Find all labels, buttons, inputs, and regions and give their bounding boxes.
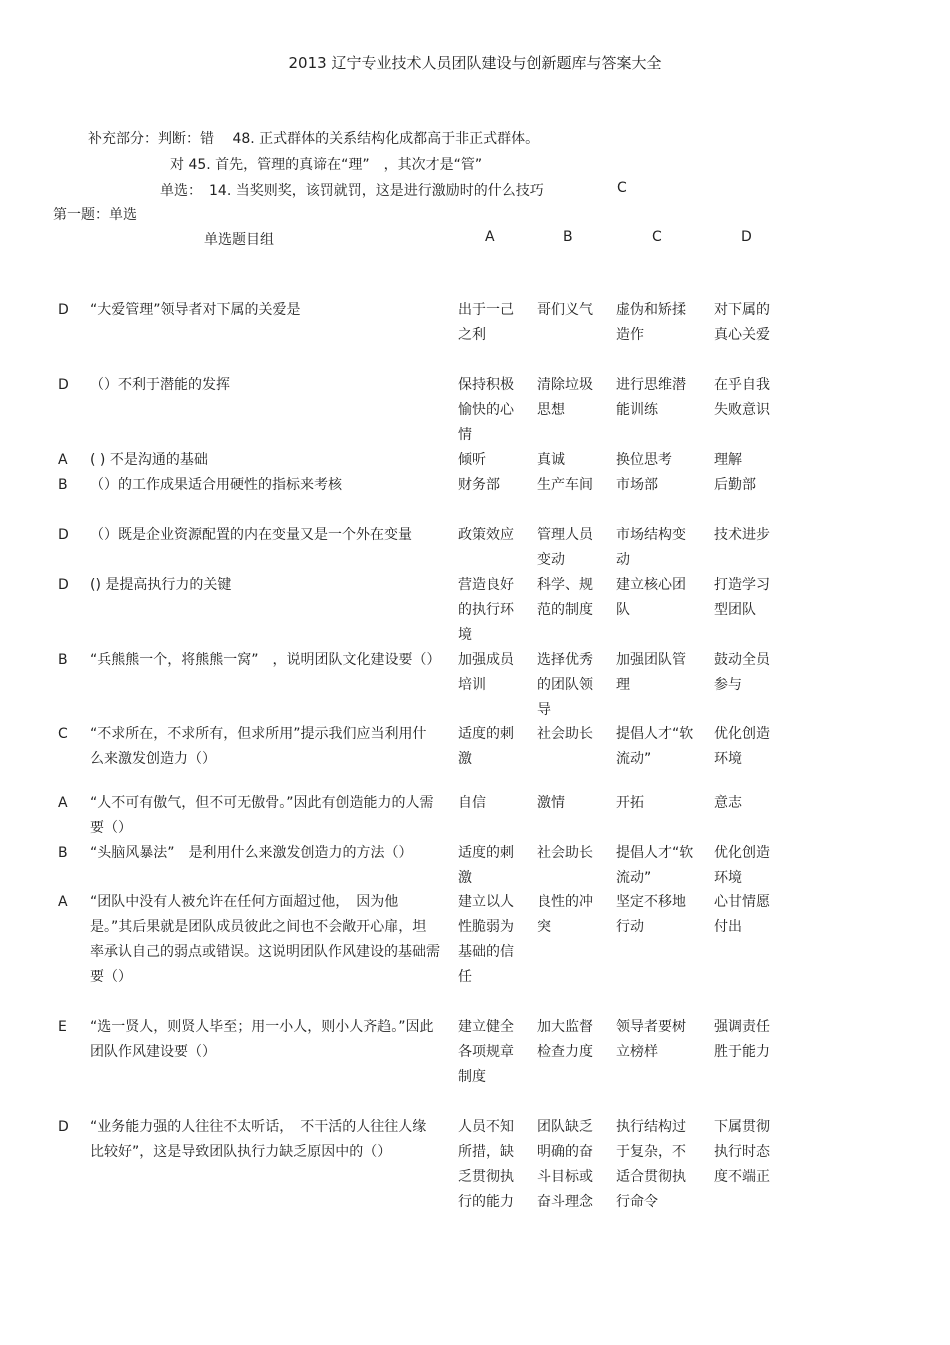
option-b: 生产车间 [537,477,593,493]
supplement-line-1: 补充部分：判断：错 48. 正式群体的关系结构化成都高于非正式群体。 [88,131,540,147]
answer-key: D [58,577,69,593]
section-title: 第一题：单选 [53,207,137,223]
question-text: ( ) 不是沟通的基础 [90,452,208,468]
question-text: () 是提高执行力的关键 [90,577,232,593]
option-b: 社会助长 [537,845,593,861]
option-a: 适度的刺激 [458,845,514,886]
answer-key: B [58,652,68,668]
answer-key: E [58,1019,67,1035]
option-a: 建立健全各项规章制度 [458,1019,514,1085]
option-a: 自信 [458,795,486,811]
option-a: 营造良好的执行环境 [458,577,514,643]
option-d: 对下属的真心关爱 [714,302,770,343]
option-c: 加强团队管理 [616,652,686,693]
option-a: 加强成员培训 [458,652,514,693]
option-c: 建立核心团队 [616,577,686,618]
option-b: 管理人员变动 [537,527,593,568]
question-text: “人不可有傲气，但不可无傲骨。”因此有创造能力的人需要（） [90,795,434,836]
option-d: 鼓动全员参与 [714,652,770,693]
option-d: 心甘情愿付出 [714,894,770,935]
option-b: 社会助长 [537,726,593,742]
answer-key: D [58,377,69,393]
option-d: 下属贯彻执行时态度不端正 [714,1119,770,1185]
option-b: 真诚 [537,452,565,468]
option-b: 科学、规范的制度 [537,577,593,618]
option-b: 清除垃圾思想 [537,377,593,418]
option-c: 市场结构变动 [616,527,686,568]
option-a: 财务部 [458,477,500,493]
question-text: “不求所在，不求所有，但求所用”提示我们应当利用什么来激发创造力（） [90,726,427,767]
option-d: 优化创造环境 [714,845,770,886]
option-b: 激情 [537,795,565,811]
option-c: 虚伪和矫揉造作 [616,302,686,343]
supplement-line-3: 单选： 14. 当奖则奖，该罚就罚，这是进行激励时的什么技巧 [160,183,544,199]
option-d: 意志 [714,795,742,811]
answer-key: A [58,894,68,910]
question-text: “选一贤人，则贤人毕至；用一小人，则小人齐趋。”因此团队作风建设要（） [90,1019,434,1060]
option-a: 政策效应 [458,527,514,543]
option-d: 强调责任胜于能力 [714,1019,770,1060]
question-text: “业务能力强的人往往不太听话， 不干活的人往往人缘比较好”，这是导致团队执行力缺乏原因中的（） [90,1119,427,1160]
document-title: 2013 辽宁专业技术人员团队建设与创新题库与答案大全 [288,54,662,72]
option-a: 保持积极愉快的心情 [458,377,514,443]
option-a: 倾听 [458,452,486,468]
header-option-a: A [485,229,495,245]
option-b: 加大监督检查力度 [537,1019,593,1060]
question-text: “团队中没有人被允许在任何方面超过他， 因为他是。”其后果就是团队成员彼此之间也不会敞开心扉，坦率承认自己的弱点或错误。这说明团队作风建设的基础需要（） [90,894,440,985]
answer-key: D [58,302,69,318]
option-d: 理解 [714,452,742,468]
option-b: 良性的冲突 [537,894,593,935]
answer-key: A [58,452,68,468]
option-d: 在乎自我失败意识 [714,377,770,418]
option-c: 市场部 [616,477,658,493]
header-option-b: B [563,229,573,245]
option-a: 人员不知所措，缺乏贯彻执行的能力 [458,1119,514,1210]
option-d: 后勤部 [714,477,756,493]
option-c: 执行结构过于复杂，不适合贯彻执行命令 [616,1119,686,1210]
answer-key: A [58,795,68,811]
question-text: “兵熊熊一个，将熊熊一窝” ，说明团队文化建设要（） [90,652,441,668]
supplement-line-3-answer: C [617,180,627,196]
option-d: 技术进步 [714,527,770,543]
answer-key: C [58,726,68,742]
answer-key: B [58,845,68,861]
question-text: （）既是企业资源配置的内在变量又是一个外在变量 [90,527,412,543]
option-c: 坚定不移地行动 [616,894,686,935]
question-text: （）不利于潜能的发挥 [90,377,230,393]
header-option-d: D [741,229,752,245]
option-a: 适度的刺激 [458,726,514,767]
option-b: 选择优秀的团队领导 [537,652,593,718]
option-c: 提倡人才“软流动” [616,845,694,886]
supplement-line-2: 对 45. 首先，管理的真谛在“理” ，其次才是“管” [170,157,483,173]
option-b: 团队缺乏明确的奋斗目标或奋斗理念 [537,1119,593,1210]
option-c: 换位思考 [616,452,672,468]
header-option-c: C [652,229,662,245]
option-c: 领导者要树立榜样 [616,1019,686,1060]
answer-key: D [58,527,69,543]
option-b: 哥们义气 [537,302,593,318]
option-a: 建立以人性脆弱为基础的信任 [458,894,514,985]
question-text: “头脑风暴法” 是利用什么来激发创造力的方法（） [90,845,413,861]
option-a: 出于一己之利 [458,302,514,343]
answer-key: D [58,1119,69,1135]
option-d: 优化创造环境 [714,726,770,767]
option-c: 进行思维潜能训练 [616,377,686,418]
option-c: 开拓 [616,795,644,811]
option-c: 提倡人才“软流动” [616,726,694,767]
answer-key: B [58,477,68,493]
question-text: （）的工作成果适合用硬性的指标来考核 [90,477,342,493]
question-text: “大爱管理”领导者对下属的关爱是 [90,302,301,318]
header-question: 单选题目组 [204,232,274,248]
option-d: 打造学习型团队 [714,577,770,618]
